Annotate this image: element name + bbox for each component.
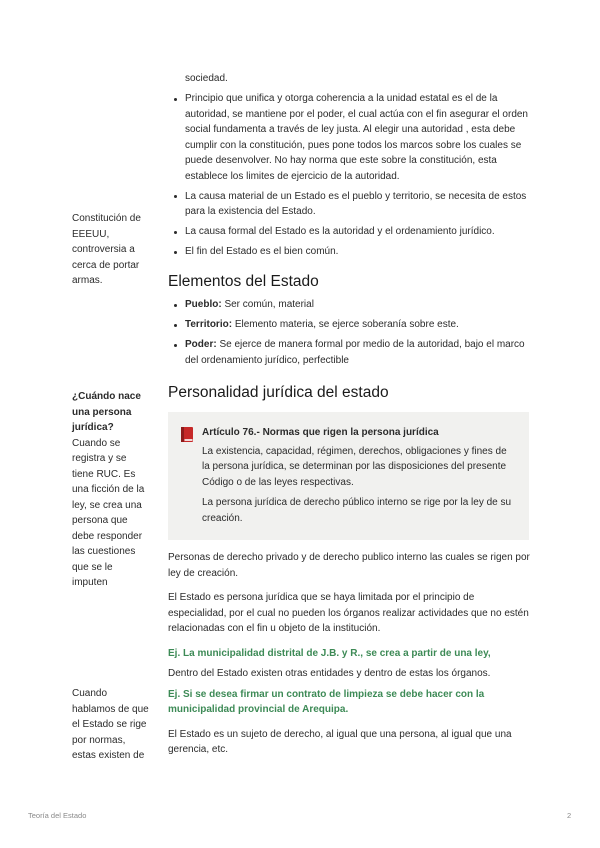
example-text: Ej. Si se desea firmar un contrato de limpieza se debe hacer con la municipalidad provincial de Arequipa. — [168, 688, 485, 715]
elementos-list — [168, 297, 530, 368]
list-item-pueblo — [168, 297, 530, 313]
margin-note-constitution: Constitución de EEEUU, controversia a cerca de portar armas. — [72, 213, 141, 286]
callout-title: Artículo 76.- Normas que rigen la persona jurídica — [202, 427, 439, 438]
margin-note-body: Cuando se registra y se tiene RUC. Es una ficción de la ley, se crea una persona que debe responder las cuestiones que se le imputen — [72, 437, 145, 588]
list-item: El fin del Estado es el bien común. — [168, 244, 530, 260]
paragraph: El Estado es un sujeto de derecho, al igual que una persona, al igual que una gerencia, etc. — [168, 728, 512, 755]
term-poder: Poder: — [185, 339, 217, 350]
paragraph: El Estado es persona jurídica que se haya limitada por el principio de especialidad, por el cual no pueden los órganos realizar actividades que no estén relacionadas con el fin u objeto de la institución. — [168, 592, 529, 634]
term-pueblo: Pueblo: — [185, 299, 222, 310]
callout-paragraph: La persona jurídica de derecho público interno se rige por la ley de su creación. — [202, 497, 512, 524]
paragraph: Personas de derecho privado y de derecho publico interno las cuales se rigen por ley de creación. — [168, 552, 530, 579]
paragraph: Dentro del Estado existen otras entidades y dentro de estas los órganos. — [168, 668, 491, 679]
margin-note-persona-juridica — [72, 389, 150, 591]
term-territorio: Territorio: — [185, 319, 233, 330]
margin-note-normas: Cuando hablamos de que el Estado se rige por normas, estas existen de — [72, 688, 149, 761]
example-text: Ej. La municipalidad distrital de J.B. y R., se crea a partir de una ley, — [168, 647, 491, 659]
list-item-poder — [168, 337, 530, 368]
article-callout — [168, 412, 529, 540]
def-pueblo: Ser común, material — [221, 299, 314, 310]
list-item: La causa formal del Estado es la autoridad y el ordenamiento jurídico. — [168, 224, 530, 240]
top-bullet-list — [168, 91, 530, 260]
list-item-territorio — [168, 317, 530, 333]
list-continuation: sociedad. — [185, 73, 228, 84]
heading-elementos: Elementos del Estado — [168, 273, 319, 290]
red-book-icon — [180, 426, 194, 443]
margin-note-title: ¿Cuándo nace una persona jurídica? — [72, 391, 141, 433]
top-list-section — [168, 71, 530, 264]
def-poder: Se ejerce de manera formal por medio de la autoridad, bajo el marco del ordenamiento jurídico, perfectible — [185, 339, 525, 366]
callout-paragraph: La existencia, capacidad, régimen, derechos, obligaciones y fines de la persona jurídica, se determinan por las disposiciones del presente Código o de las leyes respectivas. — [202, 445, 507, 488]
personalidad-body — [168, 550, 530, 767]
footer-doc-title: Teoría del Estado — [28, 811, 87, 820]
elementos-section — [168, 297, 530, 373]
list-item: Principio que unifica y otorga coherencia a la unidad estatal es el de la autoridad, se mantiene por el poder, el cual actúa con el fin asegurar el orden social fundamenta a través de ley justa. Al elegir una autoridad , esta debe cumplir con la constitución, pues pone todos los marcos sobre los cuales se puede desenvolver. No hay norma que este sobre la constitución, esta establece los limites de ejercicio de la autoridad. — [168, 91, 530, 184]
list-item: La causa material de un Estado es el pueblo y territorio, se necesita de estos para la existencia del Estado. — [168, 189, 530, 220]
footer-page-number: 2 — [567, 811, 572, 820]
heading-personalidad: Personalidad jurídica del estado — [168, 384, 389, 401]
def-territorio: Elemento materia, se ejerce soberanía sobre este. — [232, 319, 459, 330]
